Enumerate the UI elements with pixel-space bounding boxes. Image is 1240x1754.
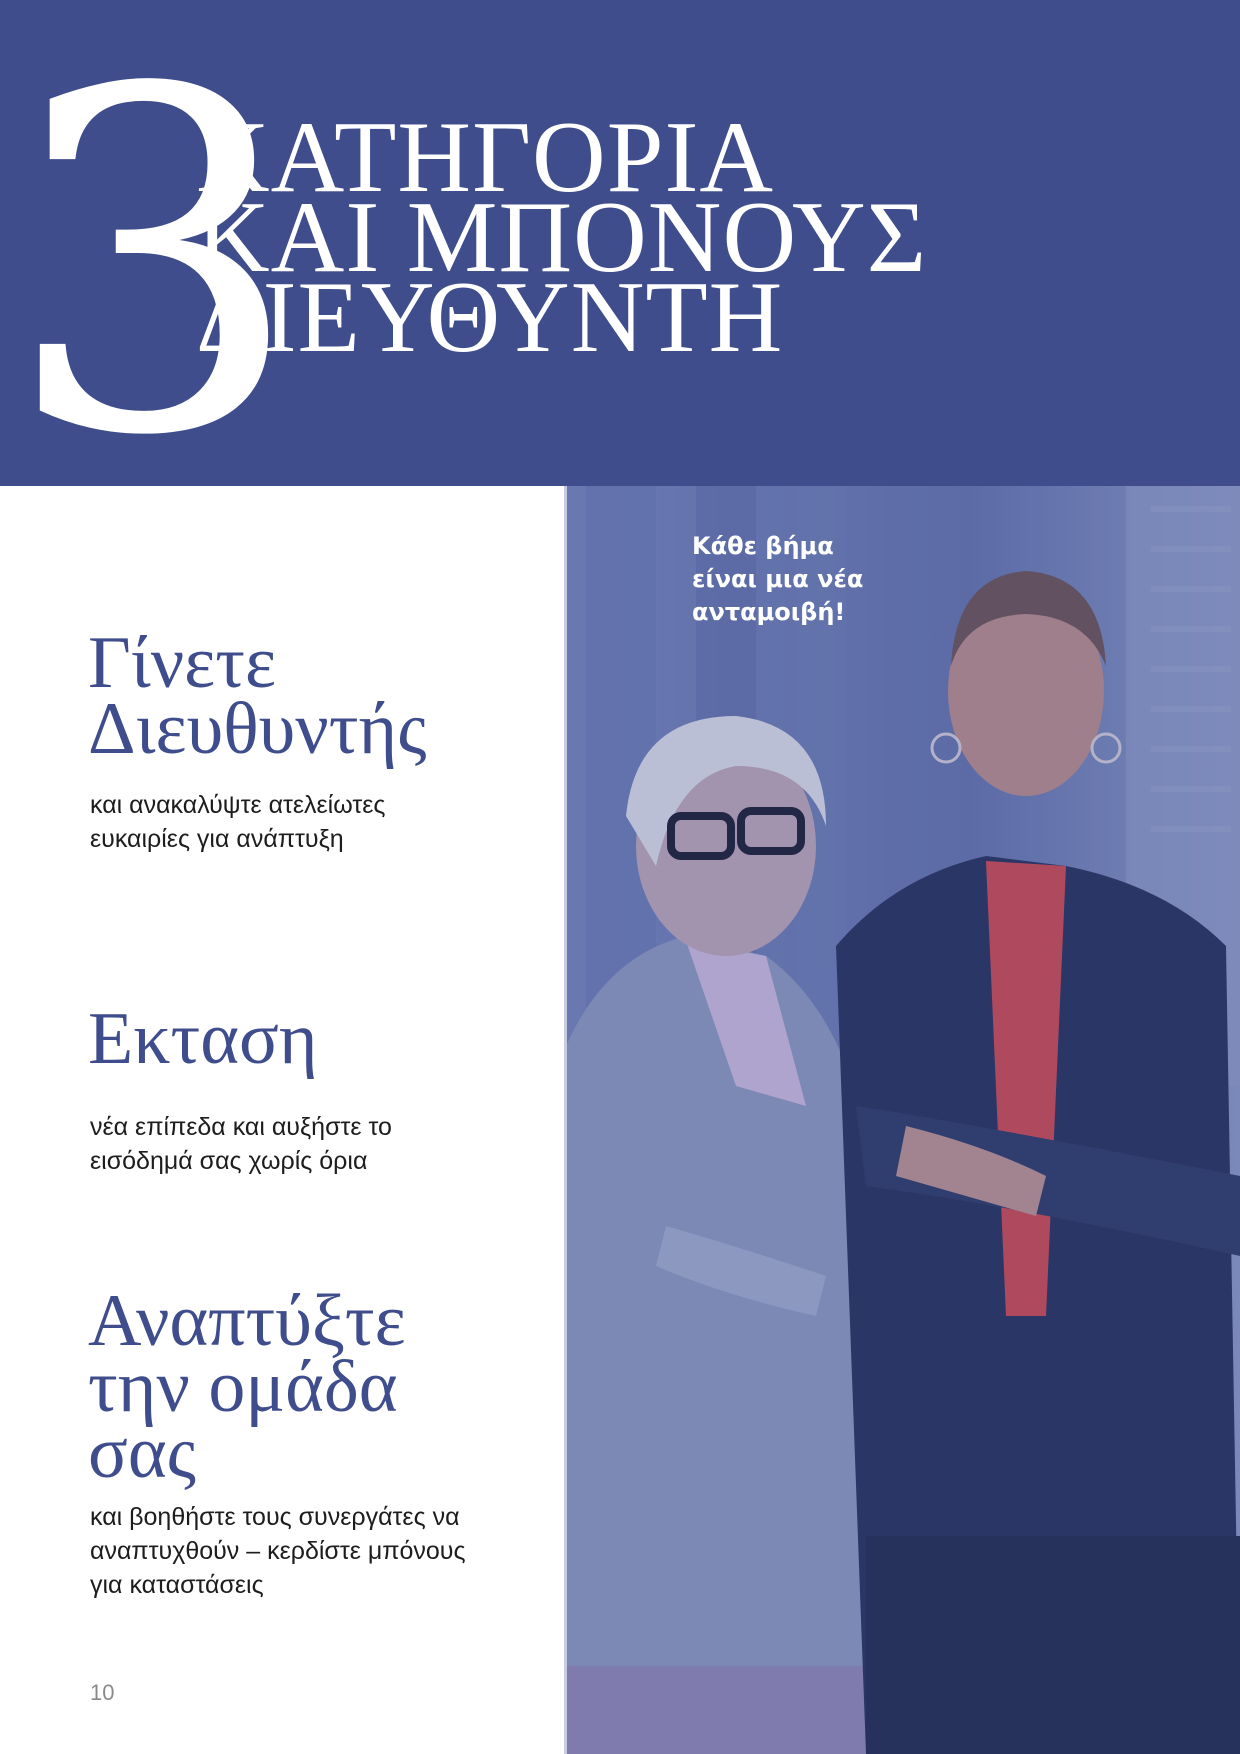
section-heading [88, 622, 427, 770]
section-heading-line: την ομάδα [88, 1346, 398, 1428]
photo-tagline [692, 530, 863, 629]
section-heading [88, 998, 318, 1080]
section-heading-line: σας [88, 1412, 196, 1494]
section-text-line: και ανακαλύψτε ατελείωτες [90, 791, 386, 819]
chapter-title [196, 101, 928, 374]
section-text [90, 788, 385, 856]
photo-illustration [566, 486, 1240, 1754]
section-text-line: ευκαιρίες για ανάπτυξη [90, 825, 344, 853]
section-text [90, 1500, 466, 1602]
section-heading-line: Γίνετε [88, 622, 277, 704]
section-text-line: εισόδημά σας χωρίς όρια [90, 1147, 368, 1175]
tagline-line: Κάθε βήμα [692, 532, 834, 560]
section-heading [88, 1280, 406, 1494]
tagline-line: ανταμοιβή! [692, 598, 846, 626]
section-text-line: αναπτυχθούν – κερδίστε μπόνους [90, 1537, 466, 1565]
section-text [90, 1110, 392, 1178]
photo-divider [564, 486, 567, 1754]
chapter-number: 3 [4, 0, 294, 486]
section-text-line: και βοηθήστε τους συνεργάτες να [90, 1503, 460, 1531]
chapter-title-line: ΚΑΤΗΓΟΡΙΑ [196, 101, 775, 214]
section-heading-line: Διευθυντής [88, 688, 427, 770]
section-heading-line: Αναπτύξτε [88, 1280, 406, 1362]
chapter-title-line: ΚΑΙ ΜΠΟΝΟΥΣ [196, 181, 928, 294]
section-heading-line: Εκταση [88, 998, 318, 1080]
tagline-line: είναι μια νέα [692, 565, 864, 593]
section-text-line: για καταστάσεις [90, 1571, 264, 1599]
section-text-line: νέα επίπεδα και αυξήστε το [90, 1113, 392, 1141]
photo-two-businesswomen [566, 486, 1240, 1754]
chapter-title-line: ΔΙΕΥΘΥΝΤΗ [196, 261, 784, 374]
header-band [0, 0, 1240, 486]
page-number: 10 [90, 1680, 115, 1705]
